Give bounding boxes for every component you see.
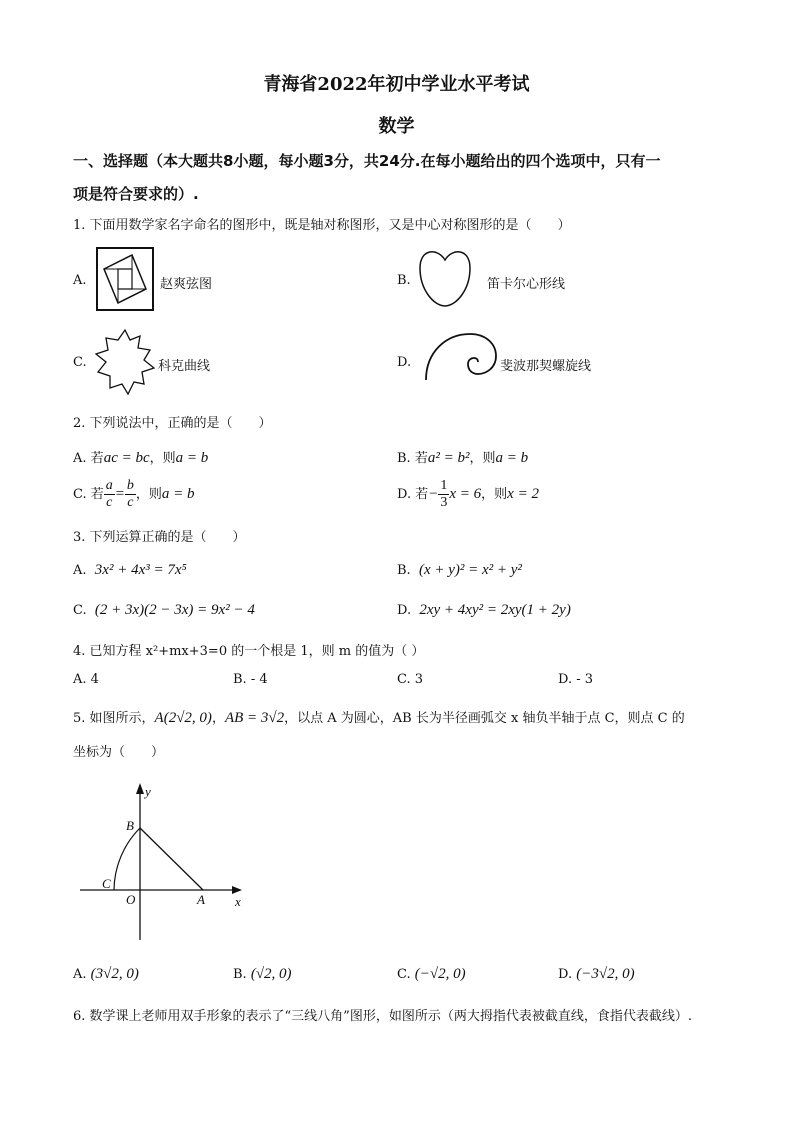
- page-title: 青海省2022年初中学业水平考试: [263, 74, 530, 95]
- q2-option-c: [73, 478, 195, 511]
- denominator: c: [127, 495, 134, 510]
- q5-stem-line1: [73, 707, 685, 727]
- option-letter: C.: [397, 967, 411, 982]
- q3-option-b: [397, 562, 522, 579]
- option-letter: D.: [558, 967, 573, 982]
- q5-option-a: [73, 966, 139, 983]
- math: A(2√2, 0): [154, 710, 212, 726]
- math: (3√2, 0): [90, 966, 139, 982]
- math: x = 6: [449, 486, 482, 502]
- q1-option-b-text: 笛卡尔心形线: [487, 277, 566, 292]
- numerator: b: [126, 478, 134, 493]
- q5-option-d: [558, 966, 635, 983]
- option-letter: C.: [73, 487, 87, 502]
- option-letter: B.: [397, 563, 411, 578]
- text: 若: [414, 451, 428, 466]
- option-letter: A.: [73, 967, 87, 982]
- x-axis-label: x: [235, 894, 241, 909]
- math: (√2, 0): [250, 966, 292, 982]
- math: (−3√2, 0): [576, 966, 635, 982]
- numerator: 1: [440, 478, 448, 493]
- text: ，则: [135, 487, 162, 502]
- y-axis-label: y: [145, 784, 151, 799]
- math: =: [114, 486, 125, 502]
- section-heading: 一、选择题（本大题共8小题，每小题3分，共24分.在每小题给出的四个选项中，只有一: [73, 152, 661, 170]
- math: x = 2: [507, 486, 539, 502]
- option-letter: B.: [233, 967, 247, 982]
- q4-option-b: B. - 4: [233, 672, 268, 687]
- q5-option-c: [397, 966, 466, 983]
- text: 若: [415, 487, 429, 502]
- text: ，: [211, 711, 225, 726]
- q1-option-d-text: 斐波那契螺旋线: [500, 359, 592, 374]
- fraction: [438, 478, 449, 511]
- coordinate-axes: [70, 780, 260, 945]
- q4-option-c: C. 3: [397, 672, 424, 687]
- q2-option-b: [397, 447, 528, 467]
- q3-stem: 3. 下列运算正确的是（ ）: [73, 530, 246, 545]
- text: ，则: [469, 451, 496, 466]
- text: ，以点 A 为圆心，AB 长为半径画弧交 x 轴负半轴于点 C，则点 C 的: [284, 711, 685, 726]
- q1-option-b-letter: B.: [397, 273, 411, 288]
- coordinate-diagram: [70, 780, 260, 945]
- fraction: [104, 478, 115, 511]
- section-heading-cont: 项是符合要求的）.: [73, 185, 199, 203]
- q1-option-c-letter: C.: [73, 355, 87, 370]
- zhao-shuang-diagram: [96, 247, 154, 311]
- q6-stem: 6. 数学课上老师用双手形象的表示了“三线八角”图形，如图所示（两大拇指代表被截直线，食指代表截线）.: [73, 1009, 692, 1024]
- math: 3x² + 4x³ = 7x⁵: [94, 562, 187, 578]
- q4-stem: 4. 已知方程 x²+mx+3=0 的一个根是 1，则 m 的值为（ ）: [73, 644, 425, 659]
- option-letter: C.: [73, 603, 87, 618]
- math: (−√2, 0): [414, 966, 466, 982]
- math: 2xy + 4xy² = 2xy(1 + 2y): [419, 602, 571, 618]
- option-letter: B.: [397, 451, 411, 466]
- q1-option-a-letter: A.: [73, 273, 87, 288]
- math: (x + y)² = x² + y²: [418, 562, 522, 578]
- q3-option-c: [73, 602, 255, 619]
- q4-option-d: D. - 3: [558, 672, 594, 687]
- subject-title: 数学: [378, 116, 415, 137]
- q5-stem-line2: 坐标为（ ）: [73, 745, 165, 760]
- text: ，则: [481, 487, 508, 502]
- math: AB = 3√2: [224, 710, 285, 726]
- math: ac = bc: [103, 450, 150, 466]
- numerator: a: [105, 478, 113, 493]
- text: 5. 如图所示，: [73, 711, 155, 726]
- denominator: 3: [440, 495, 448, 510]
- math: (2 + 3x)(2 − 3x) = 9x² − 4: [94, 602, 255, 618]
- option-letter: A.: [73, 563, 87, 578]
- cardioid-diagram: [416, 246, 474, 310]
- q3-option-a: [73, 562, 187, 579]
- q2-option-d: [397, 478, 539, 511]
- q1-option-d-letter: D.: [397, 355, 412, 370]
- q5-option-b: [233, 966, 292, 983]
- math: a² = b²: [427, 450, 470, 466]
- q1-option-a-text: 赵爽弦图: [160, 277, 213, 292]
- q1-option-c-text: 科克曲线: [158, 359, 211, 374]
- option-letter: D.: [397, 487, 412, 502]
- option-letter: A.: [73, 451, 87, 466]
- math: −: [428, 486, 439, 502]
- q1-stem: 1. 下面用数学家名字命名的图形中，既是轴对称图形，又是中心对称图形的是（ ）: [73, 218, 571, 233]
- math: a = b: [495, 450, 529, 466]
- q2-stem: 2. 下列说法中，正确的是（ ）: [73, 416, 272, 431]
- q3-option-d: [397, 602, 571, 619]
- math: a = b: [161, 486, 195, 502]
- fibonacci-spiral-diagram: [420, 330, 500, 382]
- koch-snowflake-diagram: [94, 328, 156, 396]
- q4-option-a: A. 4: [73, 672, 99, 687]
- point-a-label: A: [197, 892, 205, 907]
- point-c-label: C: [102, 876, 111, 891]
- text: 若: [90, 487, 104, 502]
- text: ，则: [149, 451, 176, 466]
- math: a = b: [175, 450, 209, 466]
- text: 若: [90, 451, 104, 466]
- denominator: c: [106, 495, 113, 510]
- origin-label: O: [126, 892, 136, 907]
- point-b-label: B: [126, 818, 134, 833]
- fraction: [125, 478, 136, 511]
- q2-option-a: [73, 447, 208, 467]
- option-letter: D.: [397, 603, 412, 618]
